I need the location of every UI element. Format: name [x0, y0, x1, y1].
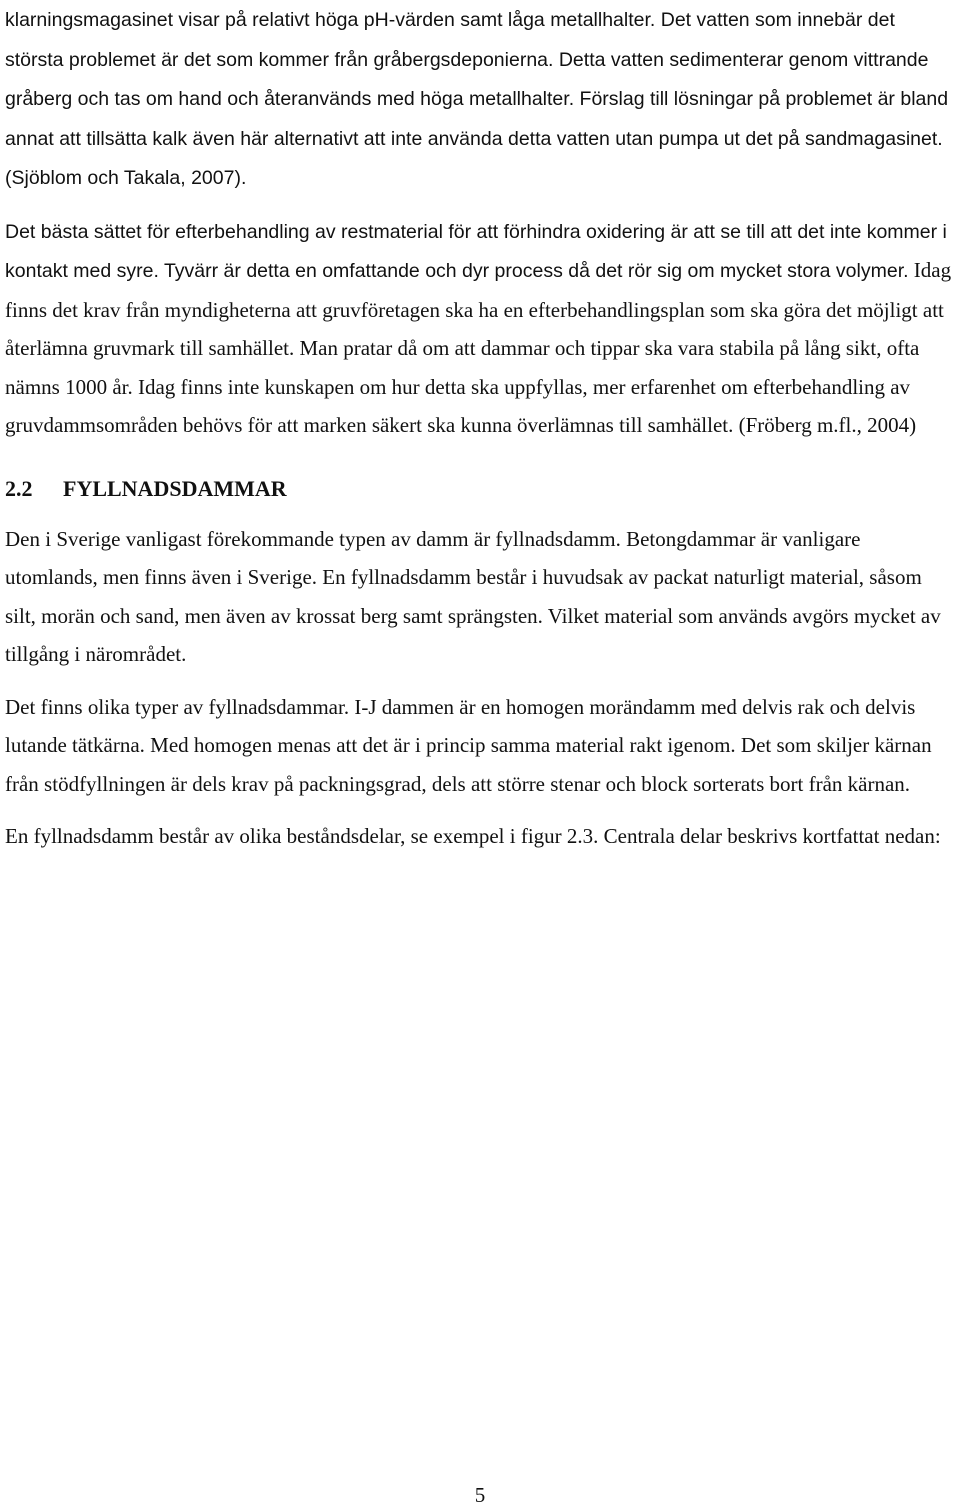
- paragraph-aftertreatment: [5, 212, 955, 445]
- page-number: 5: [474, 1483, 486, 1507]
- paragraph-aftertreatment-part-3: Idag finns det krav från myndigheterna att gruvföretagen ska ha en efterbehandlingsplan som ska göra det möjligt att återlämna gruvmark till samhället. Man pratar då om att dammar och tippar ska vara stabila på lång sikt, ofta nämns 1000 år. Idag finns inte kunskapen om hur detta ska uppfyllas, mer erfarenhet om efterbehandling av gruvdammsområden behövs för att marken säkert ska kunna överlämnas till samhället. (Fröberg m.fl., 2004): [5, 258, 952, 437]
- paragraph-aftertreatment-part-2: Tyvärr är detta en omfattande och dyr process då det rör sig om mycket stora volymer.: [158, 260, 909, 282]
- paragraph-fill-dam-components: En fyllnadsdamm består av olika beståndsdelar, se exempel i figur 2.3. Centrala delar beskrivs kortfattat nedan:: [5, 824, 941, 848]
- paragraph-fill-dams-intro: Den i Sverige vanligast förekommande typen av damm är fyllnadsdamm. Betongdammar är vanligare utomlands, men finns även i Sverige. En fyllnadsdamm består i huvudsak av packat naturligt material, såsom silt, morän och sand, men även av krossat berg samt sprängsten. Vilket material som används avgörs mycket av tillgång i närområdet.: [5, 526, 941, 666]
- document-page: [5, 0, 955, 856]
- section-heading: [5, 474, 955, 504]
- paragraph-fill-dam-types: Det finns olika typer av fyllnadsdammar. I-J dammen är en homogen morändamm med delvis rak och delvis lutande tätkärna. Med homogen menas att det är i princip samma material rakt igenom. Det som skiljer kärnan från stödfyllningen är dels krav på packningsgrad, dels att större stenar och block sorterats bort från kärnan.: [5, 694, 932, 796]
- paragraph-mining-water: [5, 0, 955, 198]
- paragraph-mining-water-part-1: klarningsmagasinet visar på relativt höga pH-värden samt låga metallhalter. Det vatten som innebär det största problemet är det som kommer från gråbergsdeponierna. Detta vatten sedimenterar genom vittrande gråberg och tas om hand och återanvänds med höga metallhalter.: [5, 9, 929, 110]
- section-number: 2.2: [5, 475, 33, 501]
- section-title: FYLLNADSDAMMAR: [63, 475, 287, 501]
- paragraph-mining-water-part-2: Förslag till lösningar på problemet är bland annat att tillsätta kalk även här alternativt att inte använda detta vatten utan pumpa ut det på sandmagasinet. (Sjöblom och Takala, 2007).: [5, 88, 949, 189]
- paragraph-aftertreatment-part-1: Det bästa sättet för efterbehandling av restmaterial för att förhindra oxidering är att se till att det inte kommer i kontakt med syre.: [5, 220, 947, 282]
